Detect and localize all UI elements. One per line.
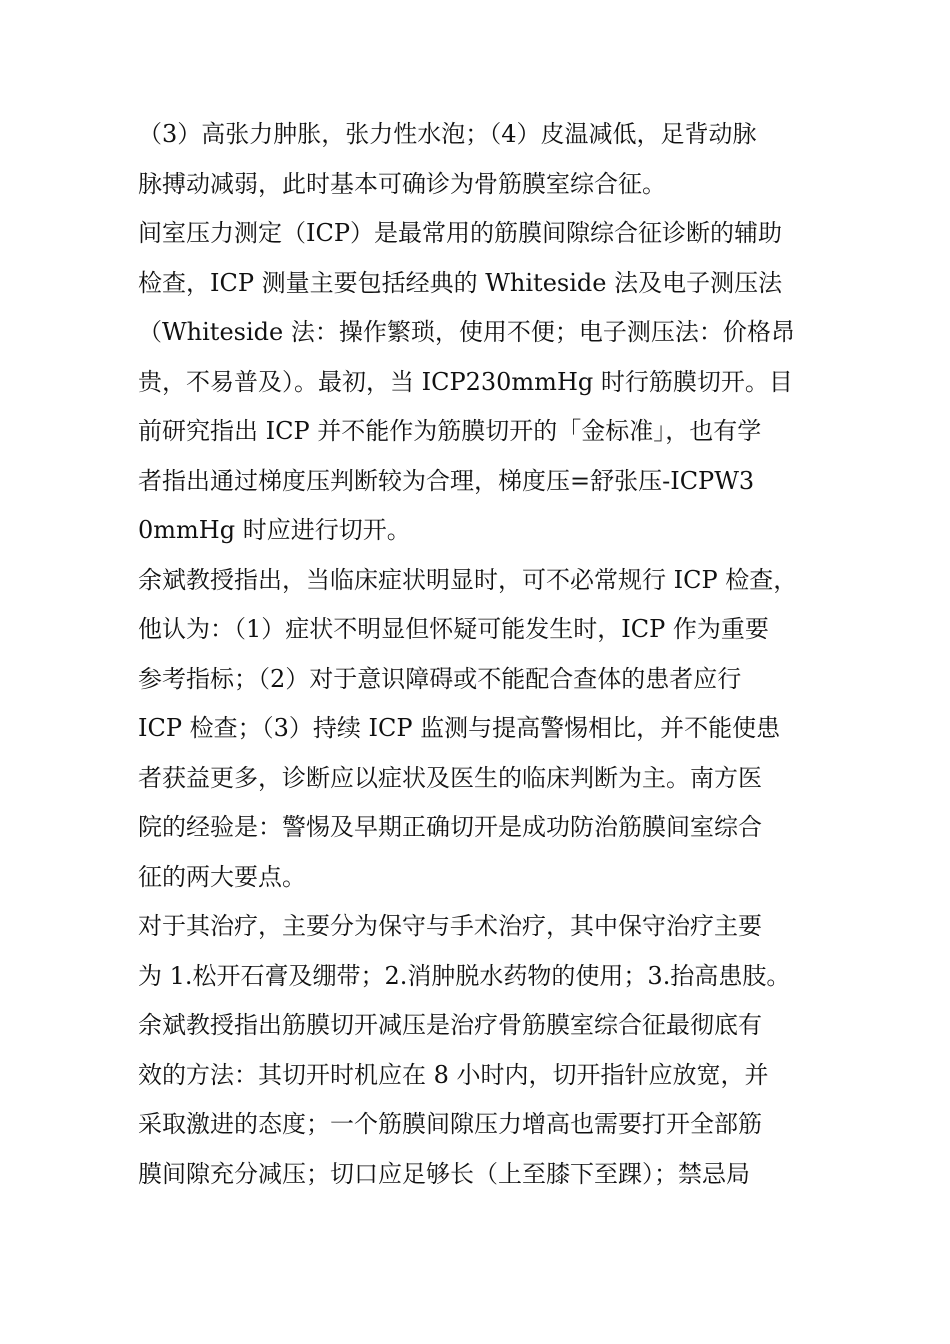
- text-line: 为 1.松开石膏及绷带；2.消肿脱水药物的使用；3.抬高患肢。: [138, 961, 791, 990]
- text-line: 余斌教授指出筋膜切开减压是治疗骨筋膜室综合征最彻底有: [138, 1011, 762, 1039]
- text-line: 参考指标；（2）对于意识障碍或不能配合查体的患者应行: [138, 664, 742, 693]
- text-line: 者获益更多，诊断应以症状及医生的临床判断为主。南方医: [138, 763, 762, 792]
- document-body: [138, 110, 838, 1199]
- text-line: 征的两大要点。: [138, 862, 306, 891]
- text-line: 贵，不易普及）。最初，当 ICP230mmHg 时行筋膜切开。目: [138, 367, 793, 396]
- text-line: 间室压力测定（ICP）是最常用的筋膜间隙综合征诊断的辅助: [138, 219, 782, 247]
- text-line: 采取激进的态度；一个筋膜间隙压力增高也需要打开全部筋: [138, 1110, 762, 1138]
- text-line: 者指出通过梯度压判断较为合理，梯度压=舒张压-ICPW3: [138, 466, 755, 495]
- text-line: （Whiteside 法：操作繁琐，使用不便；电子测压法：价格昂: [138, 318, 795, 346]
- text-line: 脉搏动减弱，此时基本可确诊为骨筋膜室综合征。: [138, 169, 666, 198]
- text-line: 膜间隙充分减压；切口应足够长（上至膝下至踝）；禁忌局: [138, 1159, 750, 1188]
- text-line: 0mmHg 时应进行切开。: [138, 516, 411, 544]
- text-line: 前研究指出 ICP 并不能作为筋膜切开的「金标准」，也有学: [138, 417, 762, 445]
- text-line: ICP 检查；（3）持续 ICP 监测与提高警惕相比，并不能使患: [138, 714, 781, 742]
- text-line: 院的经验是：警惕及早期正确切开是成功防治筋膜间室综合: [138, 813, 762, 841]
- text-line: （3）高张力肿胀，张力性水泡；（4）皮温减低，足背动脉: [138, 120, 757, 148]
- text-line: 对于其治疗，主要分为保守与手术治疗，其中保守治疗主要: [138, 912, 762, 940]
- text-line: 他认为：（1）症状不明显但怀疑可能发生时，ICP 作为重要: [138, 615, 769, 643]
- text-line: 检查，ICP 测量主要包括经典的 Whiteside 法及电子测压法: [138, 268, 783, 297]
- text-line: 效的方法：其切开时机应在 8 小时内，切开指针应放宽，并: [138, 1060, 769, 1089]
- text-line: 余斌教授指出，当临床症状明显时，可不必常规行 ICP 检查，: [138, 565, 798, 594]
